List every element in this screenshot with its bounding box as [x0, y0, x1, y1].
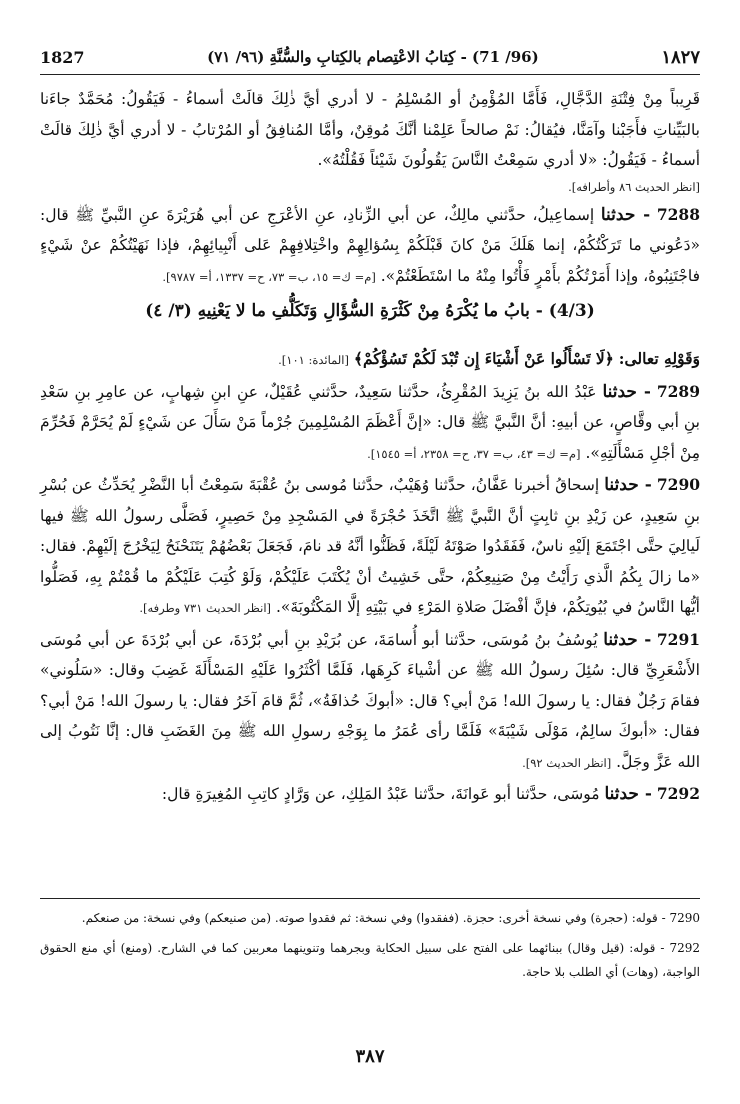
running-title: (96/ 71) - كِتابُ الاعْتِصام بالكِتابِ والسُّنَّةِ (٩٦/ ٧١): [207, 48, 539, 66]
hadith-7289: 7289 - حدثنا عَبْدُ الله بنُ يَزِيدَ المُقْرِئُ، حدَّثنا سَعِيدٌ، حدَّثني عُقَيْلٌ، عنِ ابنِ شِهابٍ، عن عامِرِ بنِ سَعْدِ بنِ أبي وقَّاصٍ، عن أبيهِ: أنَّ النَّبيَّ ﷺ قال: «إنَّ أَعْظَمَ المُسْلِمِينَ جُرْماً مَنْ سَأَلَ عن شَيْءٍ لَمْ يُحَرَّمْ فَحُرِّمَ مِنْ أجْلِ مَسْأَلَتِهِ». [م= ك= ٤٣، ب= ٣٧، ح= ٢٣٥٨، أ= ١٥٤٥].: [40, 381, 700, 462]
haddathana-label: حدثنا: [604, 475, 639, 495]
footnote-7292: 7292 - قوله: (قيل وقال) ببنائهما على الفتح على سبيل الحكاية وبجرهما وتنوينهما معربين كما في الشارح. (ومنع) أي منع الحقوق الواجبة، (وهات) أي الطلب بلا حاجة.: [40, 941, 700, 979]
footnote-divider: [40, 898, 700, 899]
hadith-text: يُوسُفُ بنُ مُوسَى، حدَّثنا أبو أُسامَةَ، عن بُرَيْدِ بنِ أبي بُرْدَةَ، عن أبي بُرْدَةَ عن أبي مُوسَى الأَشْعَرِيِّ قال: سُئِلَ رسولُ الله ﷺ عن أشْياءَ كَرِهَها، فَلَمَّا أكْثَرُوا عَلَيْهِ المَسْأَلَةَ غَضِبَ وقال: «سَلُوني» فقامَ رَجُلٌ فقال: يا رسولَ الله! مَنْ أبي؟ قال: «أبوكَ حُذافَةُ»، ثُمَّ قامَ آخَرُ فقال: يا رسولَ الله! مَنْ أبي؟ فقال: «أبوكَ سالِمٌ، مَوْلَى شَيْبَةَ» فَلَمَّا رأى عُمَرُ ما بِوَجْهِ رسولِ الله ﷺ مِنَ الغَضَبِ قال: إنَّا نَتُوبُ إلى الله عَزَّ وجَلَّ.: [40, 630, 700, 771]
hadith-text: عَبْدُ الله بنُ يَزِيدَ المُقْرِئُ، حدَّثنا سَعِيدٌ، حدَّثني عُقَيْلٌ، عنِ ابنِ شِهابٍ، عن عامِرِ بنِ سَعْدِ بنِ أبي وقَّاصٍ، عن أبيهِ: أنَّ النَّبيَّ ﷺ قال: «إنَّ أَعْظَمَ المُسْلِمِينَ جُرْماً مَنْ سَأَلَ عن شَيْءٍ لَمْ يُحَرَّمْ فَحُرِّمَ مِنْ أجْلِ مَسْأَلَتِهِ».: [40, 382, 700, 462]
hadith-text: إسماعِيلُ، حدَّثني مالِكٌ، عن أبي الزِّنادِ، عنِ الأعْرَجِ عن أبي هُرَيْرَةَ عنِ النَّبيِّ ﷺ قال: «دَعُوني ما تَرَكْتُكُمْ، إنما هَلَكَ مَنْ كانَ قَبْلَكُمْ بِسُؤالِهِمْ واخْتِلافِهِمْ عَلى أَنْبِيائِهِمْ، فإذا نَهَيْتُكُمْ عنْ شَيْءٍ فاجْتَنِبُوهُ، وإذا أَمَرْتُكُمْ بأَمْرٍ فَأْتُوا مِنْهُ ما اسْتَطَعْتُمْ».: [40, 205, 700, 285]
hadith-7292: 7292 - حدثنا مُوسَى، حدَّثنا أبو عَوانَةَ، حدَّثنا عَبْدُ المَلِكِ، عن وَرَّادٍ كاتِبِ المُغِيرَةِ قال:: [161, 784, 700, 804]
footnotes: [40, 906, 700, 990]
hadith-7291: 7291 - حدثنا يُوسُفُ بنُ مُوسَى، حدَّثنا أبو أُسامَةَ، عن بُرَيْدِ بنِ أبي بُرْدَةَ، عن أبي بُرْدَةَ عن أبي مُوسَى الأَشْعَرِيِّ قال: سُئِلَ رسولُ الله ﷺ عن أشْياءَ كَرِهَها، فَلَمَّا أكْثَرُوا عَلَيْهِ المَسْأَلَةَ غَضِبَ وقال: «سَلُوني» فقامَ رَجُلٌ فقال: يا رسولَ الله! مَنْ أبي؟ قال: «أبوكَ حُذافَةُ»، ثُمَّ قامَ آخَرُ فقال: يا رسولَ الله! مَنْ أبي؟ فقال: «أبوكَ سالِمٌ، مَوْلَى شَيْبَةَ» فَلَمَّا رأى عُمَرُ ما بِوَجْهِ رسولِ الله ﷺ مِنَ الغَضَبِ قال: إنَّا نَتُوبُ إلى الله عَزَّ وجَلَّ. [انظر الحديث ٩٢].: [40, 629, 701, 771]
hadith-ref: [انظر الحديث ٧٣١ وطرفه].: [139, 601, 271, 615]
haddathana-label: حدثنا: [600, 204, 636, 225]
hadith-7290: 7290 - حدثنا إسحاقُ أخبرنا عَفَّانُ، حدَّثنا وُهَيْبٌ، حدَّثنا مُوسى بنُ عُقْبَةَ سَمِعْتُ أبا النَّضْرِ يُحَدِّثُ عن بُسْرِ بنِ سَعِيدٍ، عن زَيْدِ بنِ ثابِتٍ أنَّ النَّبيَّ ﷺ اتَّخَذَ حُجْرَةً في المَسْجِدِ مِنْ حَصِيرٍ، فَصَلَّى رسولُ الله ﷺ فيها لَيالِيَ حتَّى اجْتَمَعَ إلَيْهِ ناسٌ، فَفَقَدُوا صَوْتَهُ لَيْلَةً، فَظَنُّوا أنَّهُ قد نامَ، فَجَعَلَ بَعْضُهُمْ يَتَنَحْنَحُ لِيَخْرُجَ إلَيْهِمْ. فقال: «ما زالَ بِكُمُ الَّذي رَأَيْتُ مِنْ صَنِيعِكُمْ، حتَّى خَشِيتُ أنْ يُكْتَبَ عَلَيْكُمْ، وَلَوْ كُتِبَ عَلَيْكُمْ ما قُمْتُمْ بِهِ، فَصَلُّوا أيُّها النَّاسُ في بُيُوتِكُمْ، فإنَّ أفْضَلَ صَلاةِ المَرْءِ في بَيْتِهِ إلَّا المَكْتُوبَةَ». [انظر الحديث ٧٣١ وطرفه].: [40, 475, 701, 616]
running-header: [40, 40, 700, 75]
page-number-latin: 1827: [40, 47, 85, 67]
hadith-number: 7289: [656, 381, 700, 401]
quran-ref: [المائدة: ١٠١].: [278, 353, 349, 367]
haddathana-label: حدثنا: [602, 381, 637, 402]
footnote-7290: 7290 - قوله: (حجرة) وفي نسخة أخرى: حجزة. (ففقدوا) وفي نسخة: ثم فقدوا صوته. (من صنيعكم) وفي نسخة: من صنعكم.: [81, 911, 700, 925]
hadith-number: 7291: [656, 629, 701, 649]
hadith-ref: [انظر الحديث ٩٢].: [522, 755, 612, 770]
quran-lead: وَقَوْلِهِ تعالى:: [618, 349, 700, 368]
haddathana-label: حدثنا: [604, 784, 639, 804]
intro-paragraph: [40, 84, 700, 176]
chapter-heading: (4/3) - بابُ ما يُكْرَهُ مِنْ كَثْرَةِ السُّؤَالِ وَتَكَلُّفِ ما لا يَعْنِيهِ (٣/ ٤): [145, 301, 595, 321]
quran-line: [40, 344, 700, 375]
hadith-7288: 7288 - حدثنا إسماعِيلُ، حدَّثني مالِكٌ، عن أبي الزِّنادِ، عنِ الأعْرَجِ عن أبي هُرَيْرَةَ عنِ النَّبيِّ ﷺ قال: «دَعُوني ما تَرَكْتُكُمْ، إنما هَلَكَ مَنْ كانَ قَبْلَكُمْ بِسُؤالِهِمْ واخْتِلافِهِمْ عَلى أَنْبِيائِهِمْ، فإذا نَهَيْتُكُمْ عنْ شَيْءٍ فاجْتَنِبُوهُ، وإذا أَمَرْتُكُمْ بأَمْرٍ فَأْتُوا مِنْهُ ما اسْتَطَعْتُمْ». [م= ك= ١٥، ب= ٧٣، ح= ١٣٣٧، أ= ٩٧٨٧].: [40, 204, 700, 285]
hadith-text: مُوسَى، حدَّثنا أبو عَوانَةَ، حدَّثنا عَبْدُ المَلِكِ، عن وَرَّادٍ كاتِبِ المُغِيرَةِ قال:: [161, 785, 600, 803]
hadith-text: إسحاقُ أخبرنا عَفَّانُ، حدَّثنا وُهَيْبٌ، حدَّثنا مُوسى بنُ عُقْبَةَ سَمِعْتُ أبا النَّضْرِ يُحَدِّثُ عن بُسْرِ بنِ سَعِيدٍ، عن زَيْدِ بنِ ثابِتٍ أنَّ النَّبيَّ ﷺ اتَّخَذَ حُجْرَةً في المَسْجِدِ مِنْ حَصِيرٍ، فَصَلَّى رسولُ الله ﷺ فيها لَيالِيَ حتَّى اجْتَمَعَ إلَيْهِ ناسٌ، فَفَقَدُوا صَوْتَهُ لَيْلَةً، فَظَنُّوا أنَّهُ قد نامَ، فَجَعَلَ بَعْضُهُمْ يَتَنَحْنَحُ لِيَخْرُجَ إلَيْهِمْ. فقال: «ما زالَ بِكُمُ الَّذي رَأَيْتُ مِنْ صَنِيعِكُمْ، حتَّى خَشِيتُ أنْ يُكْتَبَ عَلَيْكُمْ، وَلَوْ كُتِبَ عَلَيْكُمْ ما قُمْتُمْ بِهِ، فَصَلُّوا أيُّها النَّاسُ في بُيُوتِكُمْ، فإنَّ أفْضَلَ صَلاةِ المَرْءِ في بَيْتِهِ إلَّا المَكْتُوبَةَ».: [40, 476, 700, 616]
page-number-arabic: ١٨٢٧: [661, 46, 700, 68]
intro-ref: [انظر الحديث ٨٦ وأطرافه].: [568, 179, 700, 194]
haddathana-label: حدثنا: [603, 629, 638, 650]
hadith-number: 7290: [656, 475, 701, 494]
intro-text: قَرِيباً مِنْ فِتْنَةِ الدَّجَّالِ، فَأَمَّا المُؤْمِنُ أو المُسْلِمُ - لا أدري أيَّ ذٰلِكَ قالَتْ أسماءُ - فَيَقُولُ: مُحَمَّدٌ جاءَنا بالبَيِّناتِ فأَجَبْنا وآمَنَّا، فيُقالُ: نَمْ صالحاً عَلِمْنا أنَّكَ مُوقِنٌ، وأمَّا المُنافِقُ أو المُرْتابُ - لا أدري أيَّ ذٰلِكَ قالَتْ أسماءُ - فَيَقُولُ: «لا أدري سَمِعْتُ النَّاسَ يَقُولُونَ شَيْئاً فَقُلْتُهُ».: [40, 90, 700, 169]
hadith-ref: [م= ك= ٤٣، ب= ٣٧، ح= ٢٣٥٨، أ= ١٥٤٥].: [367, 446, 581, 461]
hadith-number: 7292: [656, 784, 700, 803]
hadith-number: 7288: [656, 204, 700, 224]
main-text: [40, 84, 700, 810]
page-number-footer: ٣٨٧: [355, 1046, 385, 1067]
quran-verse: ﴿لَا تَسْأَلُوا عَنْ أَشْيَاءَ إِن تُبْدَ لَكُمْ تَسُؤْكُمْ﴾: [353, 349, 614, 368]
hadith-ref: [م= ك= ١٥، ب= ٧٣، ح= ١٣٣٧، أ= ٩٧٨٧].: [162, 269, 376, 284]
